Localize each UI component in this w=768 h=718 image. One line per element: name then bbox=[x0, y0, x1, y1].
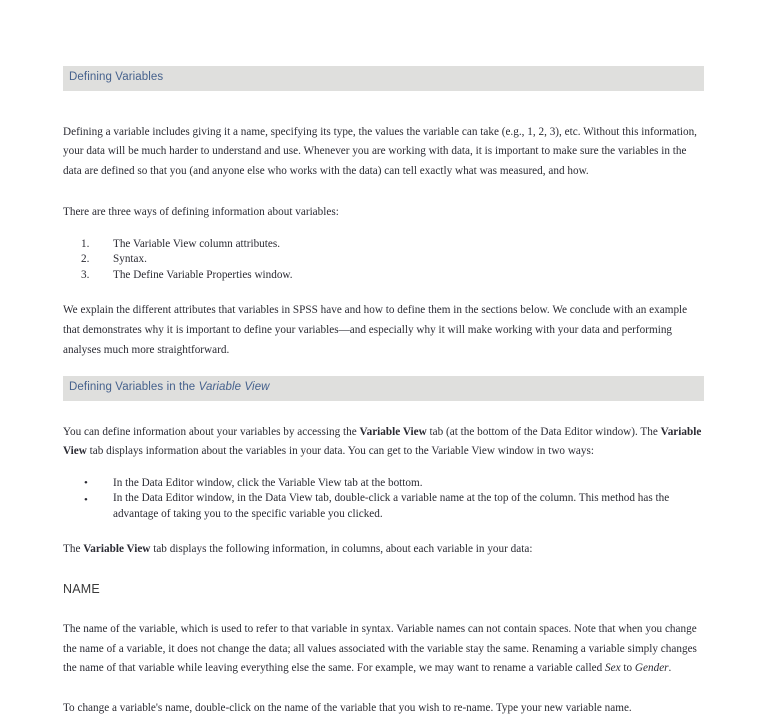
subheading-name: NAME bbox=[63, 581, 100, 596]
bulleted-list-variable-view-access bbox=[63, 476, 704, 523]
spacer bbox=[63, 596, 704, 620]
document-content bbox=[63, 66, 704, 718]
text-run-bold: Variable View bbox=[359, 425, 427, 438]
text-run: . bbox=[668, 662, 672, 675]
text-run: You can define information about your variables by accessing the bbox=[63, 425, 360, 438]
text-run: tab displays the following information, in columns, about each variable in your data: bbox=[150, 543, 533, 556]
spacer bbox=[63, 560, 704, 582]
spacer bbox=[63, 462, 704, 476]
spacer bbox=[63, 679, 704, 699]
text-run: to bbox=[620, 662, 635, 675]
text-run: tab (at the bottom of the Data Editor window). The bbox=[426, 425, 661, 438]
section-heading-text: Defining Variables in the bbox=[69, 381, 199, 394]
paragraph-three-ways-lead: There are three ways of defining information about variables: bbox=[63, 206, 339, 219]
text-run-bold: Variable View bbox=[83, 543, 151, 556]
spacer bbox=[63, 401, 704, 423]
list-item: • In the Data Editor window, click the Variable View tab at the bottom. bbox=[81, 476, 704, 492]
spacer bbox=[63, 223, 704, 237]
text-run-italic: Gender bbox=[634, 662, 669, 675]
text-run-bold: Variable View bbox=[63, 425, 702, 458]
list-item: The Variable View column attributes. bbox=[113, 237, 280, 250]
list-item: The Define Variable Properties window. bbox=[113, 268, 293, 281]
section-heading-defining-variables bbox=[63, 66, 704, 91]
list-item: Syntax. bbox=[113, 253, 147, 266]
text-run: The name of the variable, which is used to refer to that variable in syntax. Variable names can not contain spaces. Note that when you change the name of a variable, it does not change the data; all values associated with the variable stay the same. Renaming a variable simply changes the name of that variable while leaving everything else the same. For example, we may want to rename a variable called bbox=[63, 622, 697, 675]
numbered-list-defining-ways bbox=[63, 237, 704, 284]
spacer bbox=[63, 91, 704, 123]
spacer bbox=[63, 360, 704, 376]
paragraph-explain-attributes: We explain the different attributes that variables in SPSS have and how to define them in the sections below. We conclude with an example that demonstrates why it is important to define your variables—and especially why it will make working with your data and performing analyses much more straightforward. bbox=[63, 304, 688, 356]
paragraph-rename-howto: To change a variable's name, double-click on the name of the variable that you wish to re-name. Type your new variable name. bbox=[63, 701, 632, 714]
text-run: tab displays information about the variables in your data. You can get to the Variable View window in two ways: bbox=[86, 445, 594, 458]
text-run: The bbox=[63, 543, 84, 556]
spacer bbox=[63, 283, 704, 301]
section-heading-text: Defining Variables bbox=[69, 71, 164, 83]
list-item: • In the Data Editor window, in the Data View tab, double-click a variable name at the top of the column. This method has the advantage of taking you to the specific variable you clicked. bbox=[81, 491, 704, 522]
section-heading-defining-variables-in-variable-view bbox=[63, 376, 704, 401]
spacer bbox=[63, 522, 704, 540]
paragraph-variable-view-intro bbox=[63, 423, 704, 462]
paragraph-name-description bbox=[63, 620, 704, 679]
section-heading-italic-text: Variable View bbox=[198, 381, 270, 394]
spacer bbox=[63, 181, 704, 203]
paragraph-displays-columns bbox=[63, 540, 704, 560]
text-run-italic: Sex bbox=[605, 662, 621, 675]
paragraph-intro: Defining a variable includes giving it a name, specifying its type, the values the variable can take (e.g., 1, 2, 3), etc. Without this information, your data will be much harder to understand and use. Whenever you are working with data, it is important to make sure the variables in the data are defined so that you (and anyone else who works with the data) can tell exactly what was measured, and how. bbox=[63, 125, 697, 177]
